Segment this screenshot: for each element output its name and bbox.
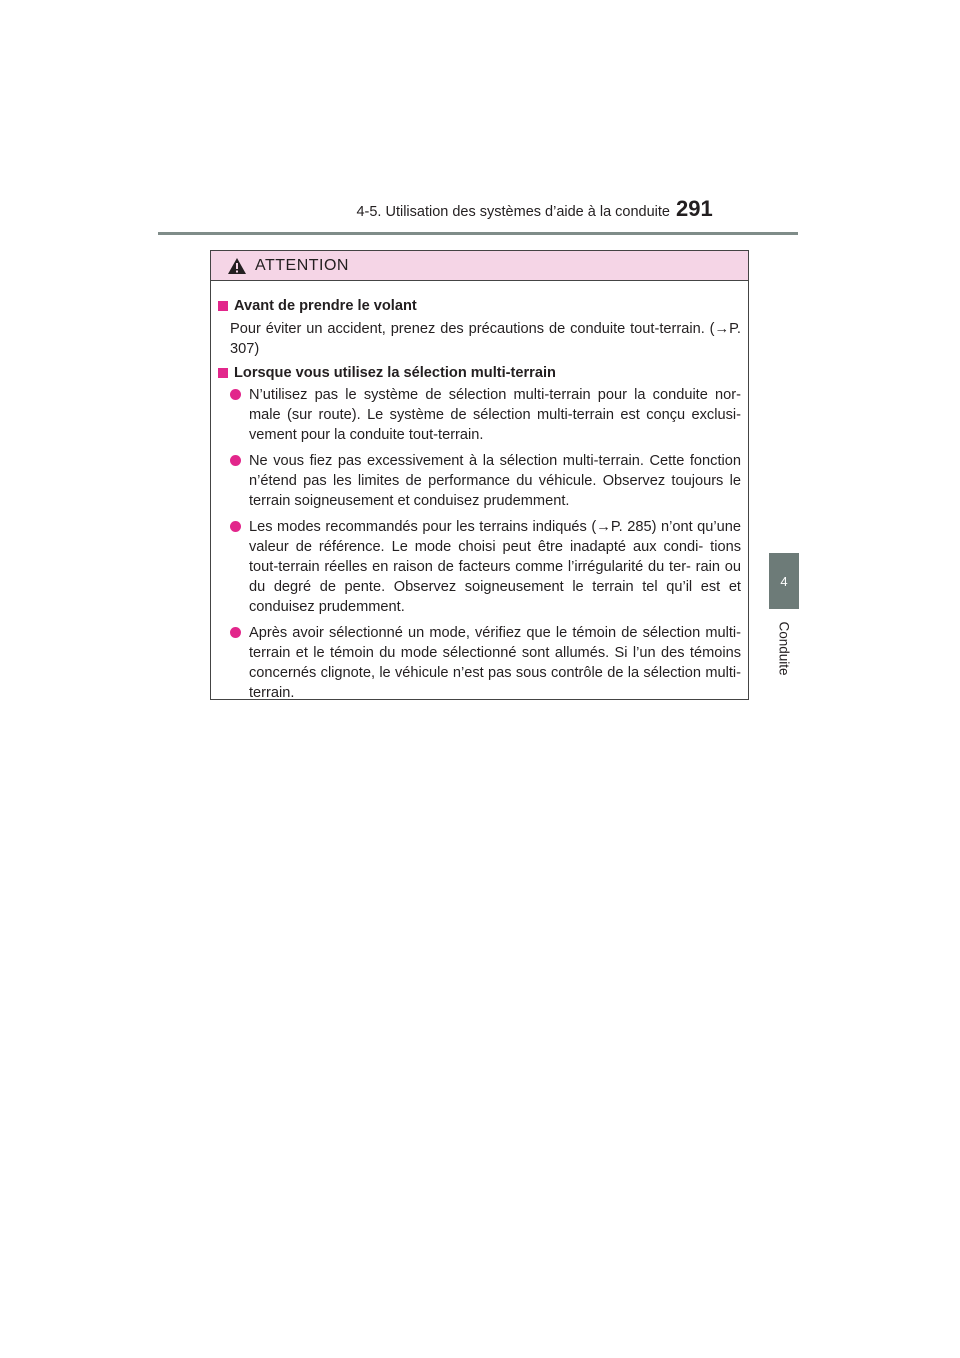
chapter-tab <box>769 553 799 609</box>
chapter-number: 4 <box>780 573 788 589</box>
circle-bullet-icon <box>230 627 241 638</box>
circle-bullet-icon <box>230 389 241 400</box>
list-item <box>217 451 741 511</box>
list-item <box>217 517 741 617</box>
warning-title: ATTENTION <box>255 256 349 274</box>
chapter-label: Conduite <box>776 620 792 676</box>
chapter-label-container <box>769 616 799 680</box>
warning-box <box>210 250 749 700</box>
list-item-text: Les modes recommandés pour les terrains indiqués (→P. 285) n’ont qu’une valeur de référence. Le mode choisi peut être inadapté aux condi- tions tout-terrain réelles en raison de facteurs comme l’irrégularité du ter- rain ou du degré de pente. Observez soigneusement le terrain tel qu’il est et conduisez prudemment. <box>249 519 741 615</box>
circle-bullet-icon <box>230 455 241 466</box>
warning-header <box>211 251 748 281</box>
list-item-text: N’utilisez pas le système de sélection multi-terrain pour la conduite nor- male (sur route). Le système de sélection multi-terrain est conçu exclusi- vement pour la conduite tout-terrain. <box>249 387 741 443</box>
warning-body <box>211 281 748 703</box>
section-paragraph: Pour éviter un accident, prenez des précautions de conduite tout-terrain. (→P. 307) <box>230 321 741 357</box>
warning-triangle-icon <box>227 257 247 275</box>
list-item <box>217 385 741 445</box>
section-heading <box>217 296 741 316</box>
list-item-text: Ne vous fiez pas excessivement à la sélection multi-terrain. Cette fonction n’étend pas les limites de performance du véhicule. Observez toujours le terrain soigneusement et conduisez prudemment. <box>249 453 741 509</box>
page-number: 291 <box>676 196 713 221</box>
list-item-text: Après avoir sélectionné un mode, vérifiez que le témoin de sélection multi- terrain et le témoin du mode sélectionné sont allumés. Si l’un des témoins concernés clignote, le véhicule n’est pas sous contrôle de la sélection multi-terrain. <box>249 625 741 701</box>
header-divider <box>158 232 798 235</box>
section-heading <box>217 363 741 383</box>
square-bullet-icon <box>218 301 228 311</box>
square-bullet-icon <box>218 368 228 378</box>
circle-bullet-icon <box>230 521 241 532</box>
list-item <box>217 623 741 703</box>
section-heading-text: Avant de prendre le volant <box>234 298 417 314</box>
section-heading-text: Lorsque vous utilisez la sélection multi-terrain <box>234 365 556 381</box>
section-title: 4-5. Utilisation des systèmes d’aide à la conduite <box>356 204 670 220</box>
